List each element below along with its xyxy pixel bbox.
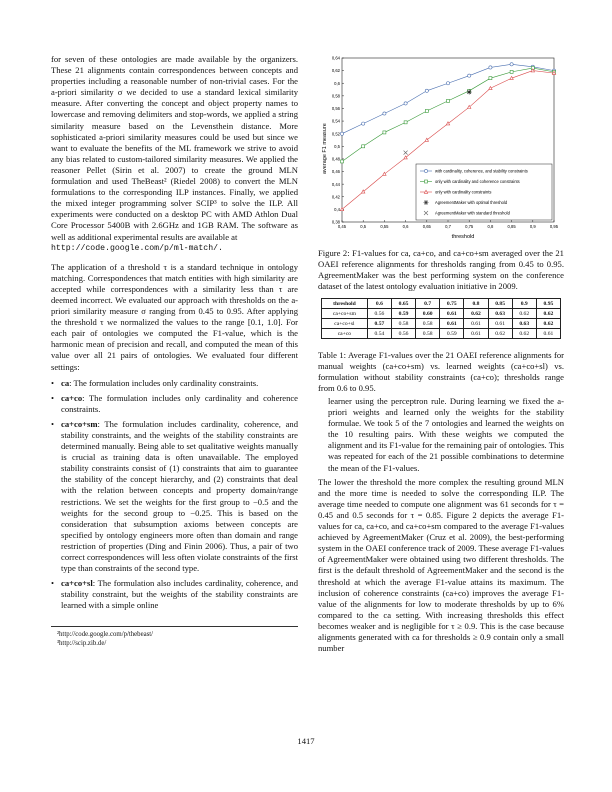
table-cell: 0.61 — [536, 329, 560, 339]
table-cell: 0.62 — [536, 309, 560, 319]
table-cell: 0.58 — [391, 319, 415, 329]
agreementmaker-point-1 — [404, 151, 408, 155]
software-url[interactable]: http://code.google.com/p/ml-match/. — [51, 243, 223, 253]
x-tick-label: 0,9 — [529, 224, 536, 229]
y-tick-label: 0,62 — [331, 68, 340, 74]
footnote-thebeast: ²http://code.google.com/p/thebeast/ — [57, 631, 154, 638]
figure-2 — [318, 54, 564, 240]
table-row — [322, 319, 561, 329]
data-point — [510, 70, 513, 73]
table-cell: 0.61 — [440, 319, 464, 329]
table-header-cell: 0.7 — [416, 299, 440, 309]
setting-term: ca — [61, 377, 70, 388]
data-point — [510, 63, 513, 66]
legend-marker — [425, 180, 428, 183]
page-number: 1417 — [297, 736, 315, 746]
y-tick-label: 0,42 — [331, 194, 340, 200]
data-point — [340, 132, 343, 135]
table-cell: 0.56 — [391, 329, 415, 339]
table-cell: 0.57 — [367, 319, 391, 329]
data-point — [404, 121, 407, 124]
paragraph-learner: learner using the perceptron rule. During learning we fixed the a-priori weights and learned only the weights for the stability formulae. We took 5 of the 7 ontologies and learned the weights on the 10 resulting pairs. With these weights we computed the alignment and its F1-value for the remaining pair of ontologies. This was repeated for each of the 21 possible combinations to determine the mean of the F1-values. — [328, 396, 564, 473]
list-item — [51, 578, 298, 611]
figure-caption — [318, 248, 564, 292]
y-tick-label: 0,4 — [334, 206, 340, 212]
figure-caption-label: Figure 2: — [318, 248, 350, 258]
f1-line-chart — [318, 54, 564, 240]
legend-entry: with cardinality, coherence, and stability constraints — [435, 168, 528, 174]
right-column-text — [318, 396, 564, 654]
x-tick-label: 0,65 — [422, 224, 431, 229]
setting-term: ca+co+sl — [61, 578, 93, 589]
left-column — [51, 54, 298, 616]
y-tick-label: 0,54 — [331, 118, 340, 124]
settings-list — [51, 378, 298, 612]
table-row — [322, 329, 561, 339]
x-tick-label: 0,7 — [445, 224, 451, 229]
table-cell: 0.59 — [391, 309, 415, 319]
table-header-cell: 0.8 — [464, 299, 488, 309]
table-cell: 0.58 — [416, 319, 440, 329]
table-cell: 0.63 — [512, 319, 536, 329]
data-point — [425, 109, 428, 112]
table-caption — [318, 350, 564, 394]
y-tick-label: 0,46 — [331, 169, 340, 175]
table-caption-text: Average F1-values over the 21 OAEI reference alignments for manual weights (ca+co+sm) vs. learned weights (ca+co+sl) vs. formulation without stability constraints (ca+co); thresholds range from 0.6 to 0.95. — [318, 350, 565, 394]
x-tick-label: 0,95 — [549, 224, 559, 229]
table-cell: 0.59 — [440, 329, 464, 339]
y-tick-label: 0,48 — [331, 156, 340, 162]
list-item — [51, 419, 298, 574]
paragraph-setup: for seven of these ontologies are made available by the organizers. These 21 alignments contain correspondences between concepts and properties including a reasonable number of non-trivial cases. For the a-priori similarity σ we decided to use a standard lexical similarity measure. After converting the concept and object property names to lowercase and removing delimiters and stop-words, we applied a string similarity measure based on the Levensthein distance. More sophisticated a-priori similarity measures could be used but since we want to evaluate the benefits of the ML framework we strive to avoid any bias related to custom-tailored similarity measures. We applied the reasoner Pellet (Sirin et al. 2007) to create the ground MLN formulation and used TheBeast² (Riedel 2008) to convert the MLN formulations to the corresponding ILP instances. Finally, we applied the mixed integer programming solver SCIP³ to solve the ILP. All experiments were conducted on a desktop PC with AMD Athlon Dual Core Processor 5400B with 2.6GHz and 1GB RAM. The software as well as additional experimental results are available at — [51, 54, 298, 242]
footnotes — [51, 626, 298, 648]
table-cell: 0.54 — [367, 329, 391, 339]
legend-marker — [424, 169, 427, 172]
y-tick-label: 0,6 — [334, 80, 340, 86]
agreementmaker-point-0 — [467, 90, 472, 95]
data-point — [489, 77, 492, 80]
table-header-cell: 0.85 — [488, 299, 512, 309]
setting-text: : The formulation includes only cardinality constraints. — [69, 377, 259, 388]
y-axis-label: average F1 measure — [322, 123, 328, 174]
data-point — [404, 102, 407, 105]
y-tick-label: 0,56 — [331, 106, 340, 112]
table-header-cell: 0.75 — [440, 299, 464, 309]
legend-entry: only with cardinality constraints — [435, 189, 492, 195]
paragraph-results: The lower the threshold the more complex the resulting ground MLN and the more time is needed to solve the corresponding ILP. The average time needed to compute one alignment was 61 seconds for τ = 0.45 and 0.5 seconds for τ = 0.85. Figure 2 depicts the average F1-values for ca, ca+co, and ca+co+sm compared to the average F1-values achieved by AgreementMaker (Cruz et al. 2009), the best-performing system in the OAEI conference track of 2009. These average F1-values of AgreementMaker were obtained using two different thresholds. The first is the default threshold of AgreementMaker and the second is the threshold at which the average F1-value attains its maximum. The inclusion of coherence constraints (ca+co) improves the average F1-value of the alignments for low to moderate thresholds by up to 6% compared to the ca setting. With increasing thresholds this effect becomes weaker and is negligible for τ ≥ 0.9. This is the case because alignments generated with ca for thresholds ≥ 0.9 contain only a small number — [318, 476, 564, 654]
list-item — [51, 393, 298, 415]
table-caption-label: Table 1: — [318, 350, 347, 360]
x-tick-label: 0,45 — [337, 224, 347, 229]
table-header-row — [322, 299, 561, 309]
table-cell: ca+co+sl — [322, 319, 368, 329]
setting-term: ca+co — [61, 392, 83, 403]
setting-text: : The formulation also includes cardinality, coherence, and stability constraint, but the weights of the stability constraints are learned with a simple online — [61, 578, 298, 611]
setting-text: : The formulation includes cardinality, coherence, and stability constraints, and the weights of the stability constraints are determined manually. Being able to set qualitative weights manually is crucial as training data is often unavailable. The employed stability constraints consist of (1) constraints that aim to guarantee the stability of the concept hierarchy, and (2) constraints that deal with the relation between concepts and property domain/range restrictions. We set the weights for the first group to −0.5 and the weights for the second group to −0.25. This is based on the consideration that subsumption axioms between concepts are specified by ontology engineers more often than domain and range restriction of properties (Ding and Finin 2006). Thus, a pair of two correct correspondences will less often violate constraints of the first type than constraints of the second type. — [61, 418, 298, 574]
legend-entry: AgreementMaker with standard threshold — [435, 210, 510, 216]
data-point — [510, 76, 513, 79]
data-point — [425, 89, 428, 92]
legend-entry: AgreementMaker with optimal threshold — [435, 200, 508, 205]
x-tick-label: 0,5 — [360, 224, 367, 229]
setting-term: ca+co+sm — [61, 418, 98, 429]
table-cell: 0.61 — [464, 319, 488, 329]
table-header-cell: 0.6 — [367, 299, 391, 309]
table-header-cell: 0.65 — [391, 299, 415, 309]
x-tick-label: 0,8 — [487, 224, 494, 229]
setting-text: : The formulation includes only cardinality and coherence constraints. — [61, 392, 298, 414]
data-point — [447, 99, 450, 102]
table-cell: 0.56 — [367, 309, 391, 319]
x-axis-label: threshold — [451, 234, 475, 240]
table-cell: 0.62 — [536, 319, 560, 329]
data-point — [489, 86, 492, 89]
data-point — [362, 122, 365, 125]
table-cell: 0.63 — [488, 309, 512, 319]
x-tick-label: 0,85 — [507, 224, 516, 229]
y-tick-label: 0,5 — [334, 143, 340, 149]
table-cell: 0.61 — [488, 319, 512, 329]
table-cell: 0.62 — [488, 329, 512, 339]
x-tick-label: 0,75 — [465, 224, 474, 229]
data-point — [468, 74, 471, 77]
data-point — [362, 145, 365, 148]
y-tick-label: 0,58 — [331, 93, 340, 99]
data-point — [489, 66, 492, 69]
x-tick-label: 0,6 — [402, 224, 409, 229]
table-header-cell: threshold — [322, 299, 368, 309]
legend-marker — [424, 200, 429, 205]
table-cell: 0.61 — [440, 309, 464, 319]
results-table — [318, 298, 564, 339]
table-cell: ca+co — [322, 329, 368, 339]
figure-caption-text: F1-values for ca, ca+co, and ca+co+sm averaged over the 21 OAEI reference alignments for thresholds ranging from 0.45 to 0.95. AgreementMaker was the best performing system on the conference dataset of the latest ontology evaluation initiative in 2009. — [318, 248, 564, 292]
x-tick-label: 0,55 — [380, 224, 389, 229]
table-header-cell: 0.9 — [512, 299, 536, 309]
table-cell: 0.62 — [512, 329, 536, 339]
data-point — [446, 122, 449, 125]
footnote-scip: ³http://scip.zib.de/ — [57, 640, 107, 647]
y-tick-label: 0,64 — [331, 55, 340, 61]
data-point — [446, 82, 449, 85]
data-point — [383, 131, 386, 134]
table-row — [322, 309, 561, 319]
y-tick-label: 0,52 — [331, 131, 340, 137]
legend-entry: only with cardinality and coherence constraints — [435, 179, 520, 184]
table-cell: 0.58 — [416, 329, 440, 339]
table-cell: ca+co+sm — [322, 309, 368, 319]
data-point — [341, 160, 344, 163]
data-point — [383, 172, 386, 175]
list-item — [51, 378, 298, 389]
table-cell: 0.62 — [512, 309, 536, 319]
table-cell: 0.60 — [416, 309, 440, 319]
data-point — [383, 112, 386, 115]
paragraph-threshold: The application of a threshold τ is a standard technique in ontology matching. Correspondences that match entities with high similarity are accepted while correspondences with a similarity less than τ are deemed incorrect. We evaluated our approach with thresholds on the a-priori similarity measure σ ranging from 0.45 to 0.95. After applying the threshold τ we normalized the values to the range [0.1, 1.0]. For each pair of ontologies we computed the F1-value, which is the harmonic mean of precision and recall, and computed the mean of this value over all 21 pairs of ontologies. We evaluated four different settings: — [51, 261, 298, 372]
table-header-cell: 0.95 — [536, 299, 560, 309]
table-cell: 0.62 — [464, 309, 488, 319]
table-cell: 0.61 — [464, 329, 488, 339]
y-tick-label: 0,44 — [331, 181, 340, 187]
y-tick-label: 0,38 — [331, 219, 340, 225]
data-point — [425, 138, 428, 141]
